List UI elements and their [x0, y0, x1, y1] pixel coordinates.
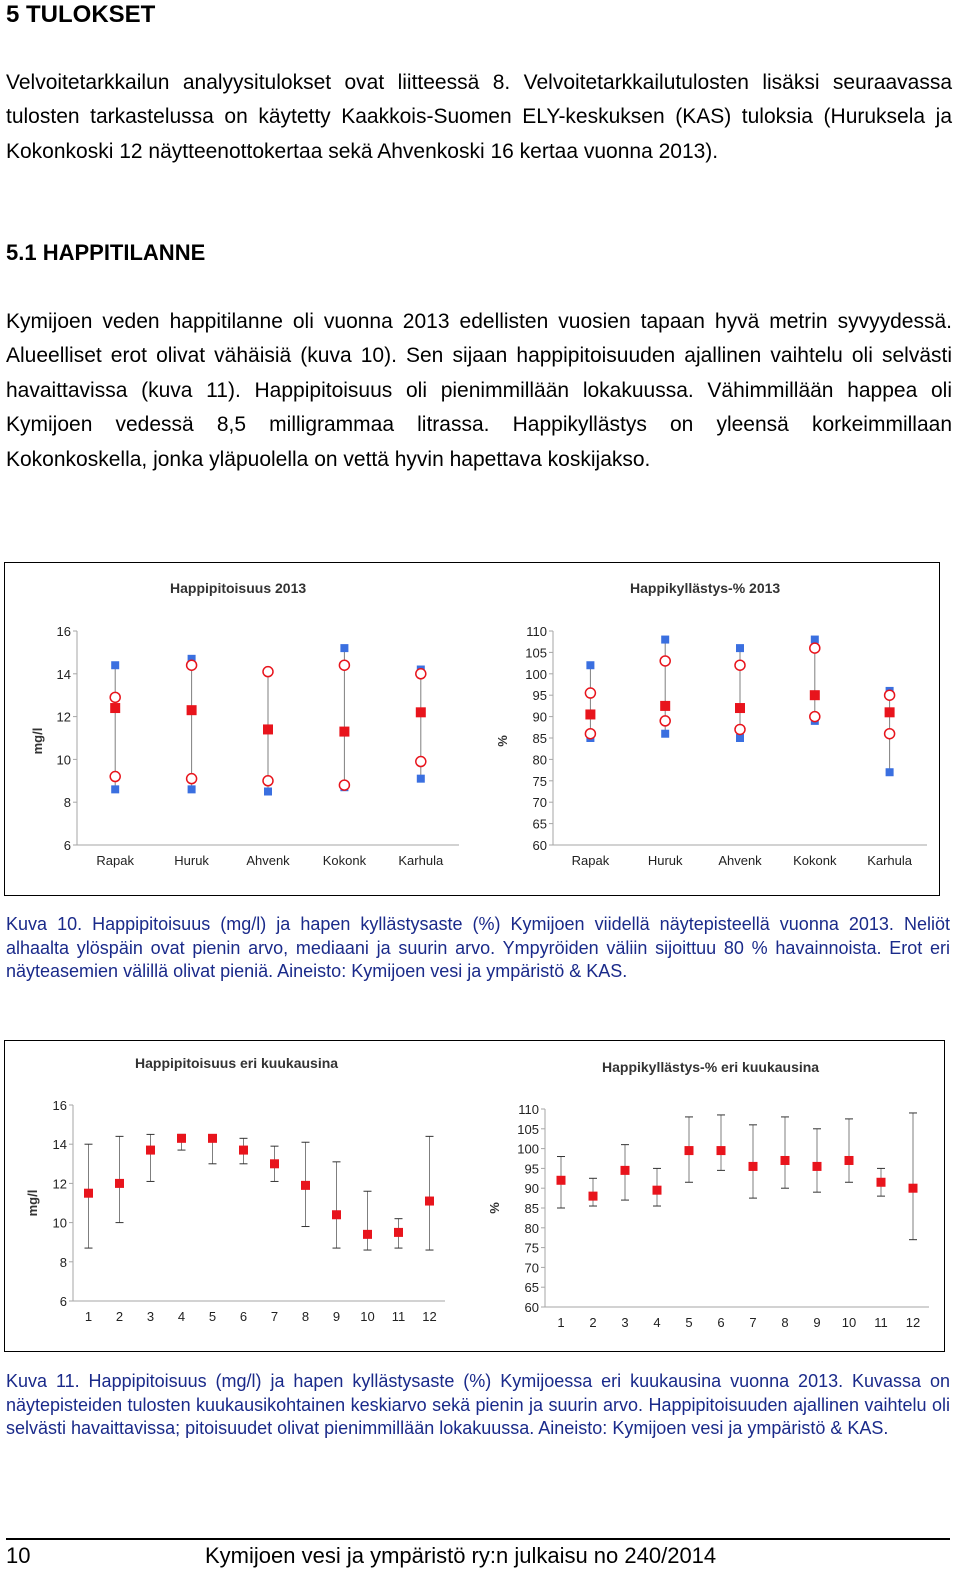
p10-marker — [339, 780, 349, 790]
x-tick-label: Ahvenk — [246, 853, 290, 868]
x-tick-label: 1 — [84, 1309, 93, 1324]
max-marker — [586, 661, 594, 669]
x-tick-label: Kokonk — [322, 853, 367, 868]
figure-11-caption: Kuva 11. Happipitoisuus (mg/l) ja hapen kyllästysaste (%) Kymijoessa eri kuukausina vuonna 2013. Kuvassa on näytepisteiden tulosten kuukausikohtainen keskiarvo sekä pienin ja suurin arvo. Happipitoisuuden ajallinen vaihtelu oli selvästi havaittavissa; pitoisuudet olivat pienimmillään lokakuussa. Aineisto: Kymijoen vesi ja ympäristö & KAS. — [6, 1371, 950, 1438]
y-tick-label: 90 — [532, 709, 547, 725]
y-tick-label: 14 — [52, 1137, 67, 1153]
y-tick-label: 10 — [52, 1215, 67, 1231]
x-tick-label: Rapak — [96, 853, 134, 868]
y-tick-label: 75 — [524, 1240, 539, 1256]
max-marker — [111, 661, 119, 669]
y-tick-label: 12 — [52, 1176, 67, 1192]
p10-marker — [416, 757, 426, 767]
mean-marker — [208, 1134, 217, 1143]
subsection-heading: 5.1 HAPPITILANNE — [6, 240, 206, 265]
median-marker — [187, 705, 197, 715]
figure-10-caption: Kuva 10. Happipitoisuus (mg/l) ja hapen kyllästysaste (%) Kymijoen viidellä näytepisteellä vuonna 2013. Neliöt alhaalta ylöspäin ovat pienin arvo, mediaani ja suurin arvo. Ympyröiden väliin sijoittuu 80 % havainnoista. Erot eri näyteasemien välillä olivat pieniä. Aineisto: Kymijoen vesi ja ympäristö & KAS. — [6, 914, 950, 981]
x-tick-label: 7 — [749, 1315, 757, 1330]
chart-title: Happikyllästys-% 2013 — [630, 580, 781, 596]
mean-marker — [621, 1166, 630, 1175]
y-tick-label: 8 — [59, 1254, 67, 1270]
footer-rule — [6, 1538, 950, 1540]
x-tick-label: 10 — [360, 1309, 375, 1324]
median-marker — [885, 707, 895, 717]
max-marker — [661, 636, 669, 644]
mean-marker — [749, 1162, 758, 1171]
median-marker — [416, 707, 426, 717]
y-tick-label: 8 — [63, 795, 71, 811]
y-tick-label: 100 — [525, 666, 547, 682]
x-tick-label: 6 — [239, 1309, 248, 1324]
y-tick-label: 65 — [532, 816, 547, 832]
mean-marker — [239, 1146, 248, 1155]
x-tick-label: 11 — [874, 1315, 888, 1330]
min-marker — [111, 785, 119, 793]
figure-11 — [4, 1040, 945, 1352]
p10-marker — [110, 772, 120, 782]
x-tick-label: 5 — [685, 1315, 693, 1330]
y-tick-label: 105 — [517, 1121, 539, 1137]
y-tick-label: 60 — [532, 838, 547, 853]
chart-title: Happipitoisuus 2013 — [170, 580, 307, 596]
x-tick-label: 10 — [841, 1315, 857, 1330]
median-marker — [660, 701, 670, 711]
p10-marker — [263, 776, 273, 786]
y-tick-label: 60 — [524, 1300, 539, 1315]
mean-marker — [717, 1146, 726, 1155]
x-tick-label: Kokonk — [793, 853, 837, 868]
mean-marker — [589, 1192, 598, 1201]
mean-marker — [84, 1189, 93, 1198]
x-tick-label: 7 — [270, 1309, 279, 1324]
x-tick-label: 12 — [905, 1315, 921, 1330]
min-marker — [417, 775, 425, 783]
min-marker — [264, 788, 272, 796]
x-tick-label: Ahvenk — [718, 853, 762, 868]
chart-title: Happipitoisuus eri kuukausina — [135, 1055, 339, 1071]
x-tick-label: 9 — [332, 1309, 341, 1324]
x-tick-label: 4 — [177, 1309, 186, 1324]
min-marker — [736, 734, 744, 742]
page-number: 10 — [6, 1543, 31, 1568]
y-tick-label: 70 — [532, 795, 547, 811]
p90-marker — [110, 692, 120, 702]
mean-marker — [332, 1210, 341, 1219]
mean-marker — [425, 1197, 434, 1206]
y-tick-label: 95 — [532, 688, 547, 704]
mean-marker — [653, 1186, 662, 1195]
mean-marker — [301, 1181, 310, 1190]
y-tick-label: 16 — [52, 1098, 67, 1113]
y-tick-label: 95 — [524, 1161, 539, 1177]
y-tick-label: 70 — [524, 1260, 539, 1276]
max-marker — [736, 644, 744, 652]
x-tick-label: Karhula — [867, 853, 913, 868]
max-marker — [811, 636, 819, 644]
p90-marker — [585, 688, 595, 698]
y-tick-label: 12 — [56, 709, 71, 725]
y-tick-label: 10 — [56, 752, 71, 768]
mean-marker — [363, 1230, 372, 1239]
p10-marker — [810, 712, 820, 722]
y-tick-label: 80 — [524, 1220, 539, 1236]
y-tick-label: 80 — [532, 752, 547, 768]
median-marker — [810, 690, 820, 700]
x-tick-label: 5 — [208, 1309, 217, 1324]
x-tick-label: 9 — [813, 1315, 821, 1330]
figure-10-charts — [5, 563, 939, 895]
intro-paragraph: Velvoitetarkkailun analyysitulokset ovat liitteessä 8. Velvoitetarkkailutulosten lisäksi seuraavassa tulosten tarkastelussa on käytetty Kaakkois-Suomen ELY-keskuksen (KAS) tuloksia (Huruksela ja Kokonkoski 12 näytteenottokertaa sekä Ahvenkoski 16 kertaa vuonna 2013). — [6, 71, 952, 163]
x-tick-label: 6 — [717, 1315, 725, 1330]
median-marker — [339, 727, 349, 737]
y-tick-label: 6 — [63, 838, 71, 853]
y-tick-label: 85 — [532, 731, 547, 746]
figure-11-charts — [5, 1041, 944, 1351]
median-marker — [585, 709, 595, 719]
p10-marker — [585, 729, 595, 739]
y-tick-label: 85 — [524, 1201, 539, 1216]
x-tick-label: 12 — [422, 1309, 437, 1324]
p90-marker — [187, 660, 197, 670]
mean-marker — [877, 1178, 886, 1187]
p90-marker — [416, 669, 426, 679]
min-marker — [188, 785, 196, 793]
y-tick-label: 90 — [524, 1181, 539, 1197]
y-tick-label: 65 — [524, 1280, 539, 1296]
min-marker — [886, 768, 894, 776]
y-axis-label: mg/l — [25, 1189, 40, 1217]
x-tick-label: 8 — [301, 1309, 310, 1324]
min-marker — [661, 730, 669, 738]
y-axis-label: % — [487, 1202, 502, 1214]
y-tick-label: 16 — [56, 624, 71, 639]
x-tick-label: 2 — [589, 1315, 597, 1330]
p90-marker — [660, 656, 670, 666]
x-tick-label: 2 — [115, 1309, 124, 1324]
footer-text: Kymijoen vesi ja ympäristö ry:n julkaisu no 240/2014 — [205, 1543, 717, 1568]
y-tick-label: 6 — [59, 1294, 67, 1309]
p90-marker — [810, 643, 820, 653]
x-tick-label: Rapak — [571, 853, 610, 868]
y-tick-label: 110 — [526, 624, 547, 639]
p90-marker — [885, 690, 895, 700]
median-marker — [263, 724, 273, 734]
median-marker — [110, 703, 120, 713]
x-tick-label: Huruk — [647, 853, 683, 868]
x-tick-label: 4 — [653, 1315, 661, 1330]
figure-10 — [4, 562, 940, 896]
y-tick-label: 75 — [532, 773, 547, 789]
mean-marker — [781, 1156, 790, 1165]
x-tick-label: 11 — [391, 1309, 406, 1324]
mean-marker — [177, 1134, 186, 1143]
mean-marker — [115, 1179, 124, 1188]
x-tick-label: Huruk — [174, 853, 209, 868]
p90-marker — [735, 660, 745, 670]
oxygen-paragraph: Kymijoen veden happitilanne oli vuonna 2013 edellisten vuosien tapaan hyvä metrin syvyydessä. Alueelliset erot olivat vähäisiä (kuva 10). Sen sijaan happipitoisuuden ajallinen vaihtelu oli selvästi havaittavissa (kuva 11). Happipitoisuus oli pienimmillään lokakuussa. Vähimmillään happea oli Kymijoen vedessä 8,5 milligrammaa litrassa. Happikyllästys on yleensä korkeimmillaan Kokonkoskella, jonka yläpuolella on vettä hyvin hapettava koskijakso. — [6, 310, 952, 471]
mean-marker — [909, 1184, 918, 1193]
section-heading: 5 TULOKSET — [6, 1, 156, 28]
mean-marker — [270, 1159, 279, 1168]
p10-marker — [885, 729, 895, 739]
p10-marker — [735, 724, 745, 734]
mean-marker — [146, 1146, 155, 1155]
p90-marker — [339, 660, 349, 670]
chart-title: Happikyllästys-% eri kuukausina — [602, 1059, 820, 1075]
y-tick-label: 14 — [56, 666, 71, 682]
max-marker — [340, 644, 348, 652]
y-axis-label: % — [495, 735, 510, 747]
mean-marker — [845, 1156, 854, 1165]
y-axis-label: mg/l — [30, 727, 45, 755]
p90-marker — [263, 667, 273, 677]
mean-marker — [685, 1146, 694, 1155]
x-tick-label: Karhula — [398, 853, 444, 868]
p10-marker — [187, 774, 197, 784]
mean-marker — [394, 1228, 403, 1237]
mean-marker — [557, 1176, 566, 1185]
x-tick-label: 3 — [621, 1315, 629, 1330]
x-tick-label: 8 — [781, 1315, 789, 1330]
median-marker — [735, 703, 745, 713]
y-tick-label: 100 — [517, 1141, 539, 1157]
p10-marker — [660, 716, 670, 726]
x-tick-label: 3 — [146, 1309, 155, 1324]
mean-marker — [813, 1162, 822, 1171]
x-tick-label: 1 — [557, 1315, 565, 1330]
y-tick-label: 110 — [518, 1102, 539, 1117]
y-tick-label: 105 — [525, 645, 547, 661]
